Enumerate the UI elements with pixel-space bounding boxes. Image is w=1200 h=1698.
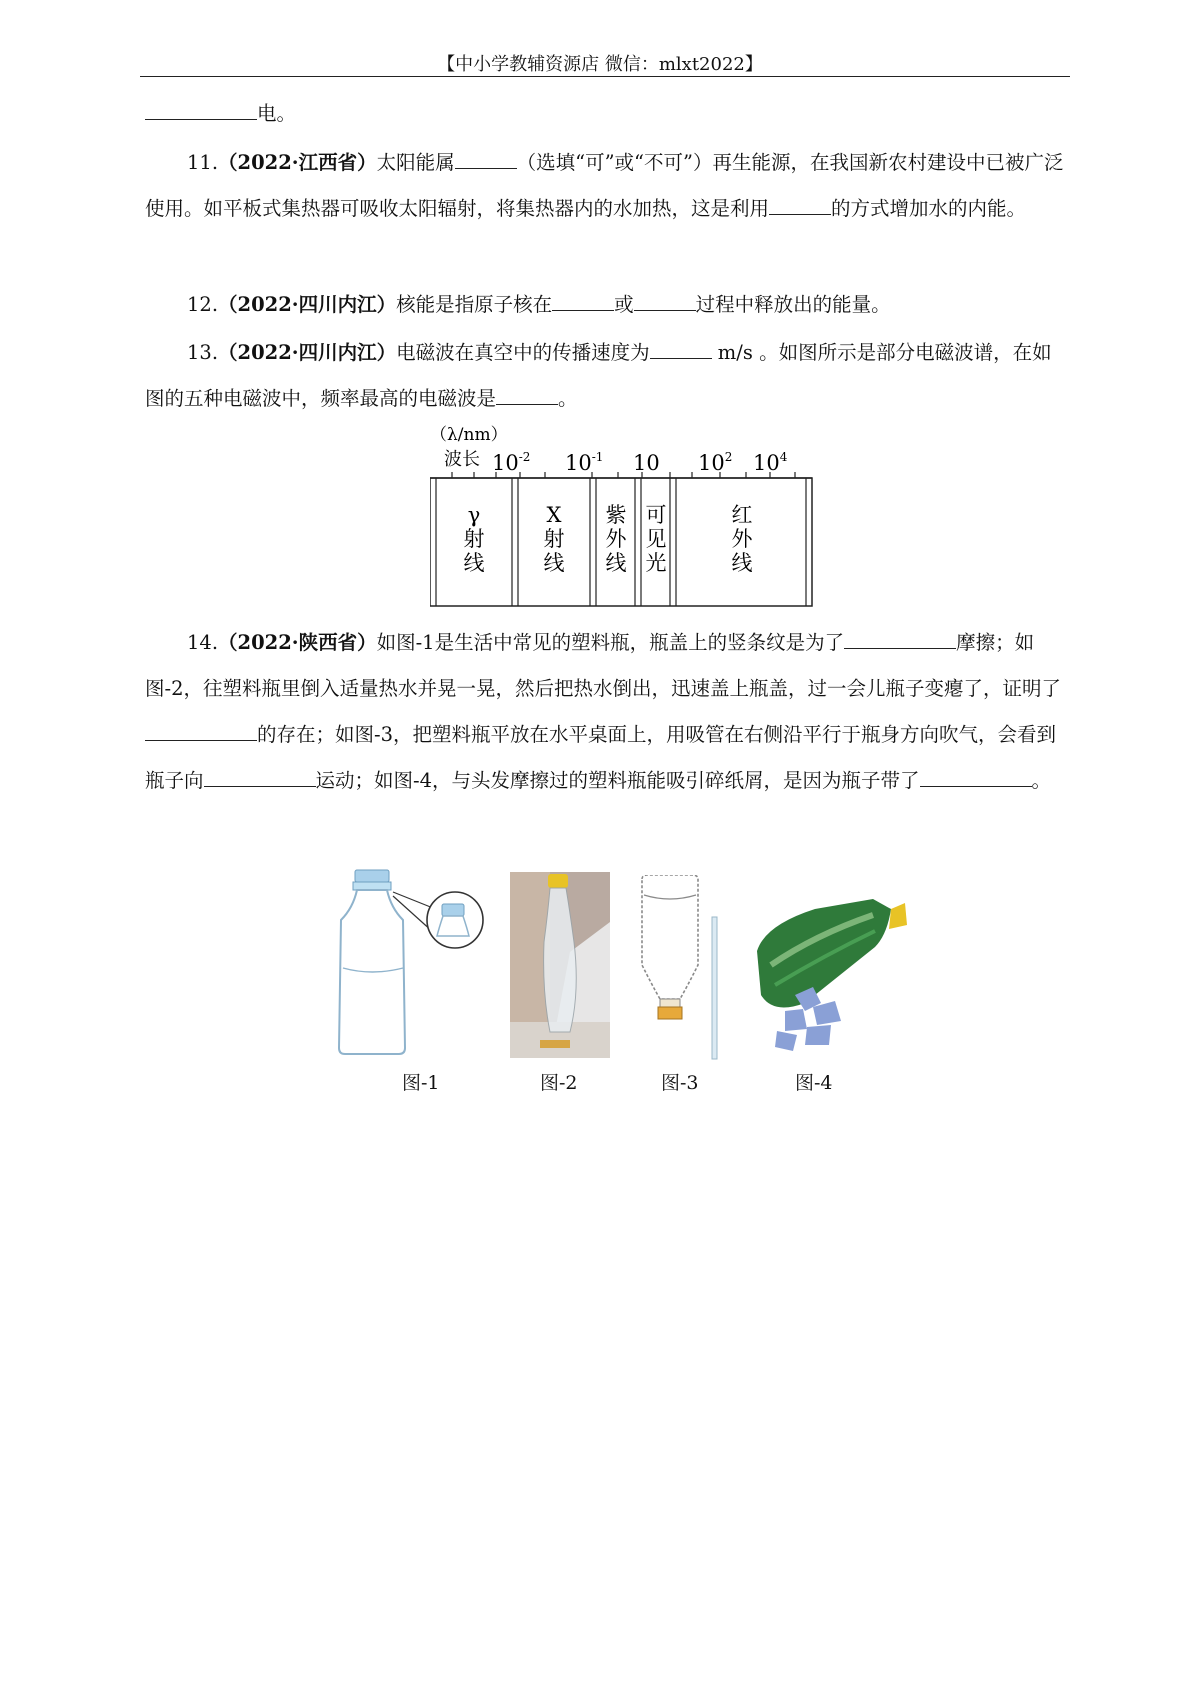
wavelength-axis-label: 波长: [444, 449, 480, 470]
figure-4-green-bottle: [755, 895, 915, 1055]
answer-blank[interactable]: [844, 628, 956, 649]
em-spectrum-figure: [430, 420, 820, 610]
answer-blank[interactable]: [145, 720, 257, 741]
q13-text-1: 电磁波在真空中的传播速度为: [396, 341, 650, 364]
speed-unit: m/s: [717, 341, 753, 364]
answer-blank[interactable]: [455, 148, 517, 169]
q11-text-3: 的方式增加水的内能。: [831, 197, 1027, 220]
question-source: （2022·江西省）: [218, 151, 377, 174]
svg-text:射: 射: [463, 527, 485, 551]
answer-blank[interactable]: [650, 338, 712, 359]
question-14: [145, 620, 1065, 804]
answer-blank[interactable]: [552, 290, 614, 311]
tick-label: $10^{-2}$: [492, 450, 531, 475]
answer-blank[interactable]: [145, 99, 257, 120]
q11-text-1: 太阳能属: [376, 151, 455, 174]
tick-label: $10^{-1}$: [565, 450, 604, 475]
band-x-rays: [544, 503, 565, 575]
svg-text:线: 线: [731, 551, 753, 575]
figure-2-caption: 图-2: [540, 1072, 578, 1094]
question-source: （2022·陕西省）: [218, 631, 377, 654]
figure-1-caption: 图-1: [402, 1072, 440, 1094]
answer-blank[interactable]: [769, 194, 831, 215]
answer-blank[interactable]: [634, 290, 696, 311]
q12-text-3: 过程中释放出的能量。: [695, 293, 891, 316]
band-gamma-rays: [464, 503, 485, 575]
q14-text-1: 如图-1是生活中常见的塑料瓶，瓶盖上的竖条纹是为了: [376, 631, 845, 654]
band-visible-light: [646, 503, 667, 575]
svg-text:X: X: [546, 503, 562, 527]
header-divider: [140, 76, 1070, 77]
svg-text:射: 射: [543, 527, 565, 551]
question-number: 12.: [187, 293, 219, 316]
carry-over-line: [145, 91, 1065, 137]
figure-4-caption: 图-4: [795, 1072, 833, 1094]
answer-blank[interactable]: [920, 766, 1032, 787]
question-13: [145, 330, 1065, 422]
q12-text-1: 核能是指原子核在: [396, 293, 553, 316]
q13-text-2: 。如图所示是部分电磁波谱，在如图的五种电磁波中，频率最高的电磁波是: [145, 341, 1052, 410]
page-header: 【中小学教辅资源店 微信：mlxt2022】: [437, 54, 763, 75]
tick-labels: [492, 450, 788, 475]
svg-text:外: 外: [605, 527, 627, 551]
svg-text:线: 线: [543, 551, 565, 575]
q14-text-4: 运动；如图-4，与头发摩擦过的塑料瓶能吸引碎纸屑，是因为瓶子带了: [315, 769, 920, 792]
svg-text:γ: γ: [467, 503, 481, 527]
band-infrared: [732, 503, 754, 575]
figure-1-bottle: [335, 868, 485, 1058]
question-11: [145, 140, 1065, 232]
tick-label: $10^4$: [753, 450, 788, 475]
q14-text-2: 摩擦；如图-2，往塑料瓶里倒入适量热水并晃一晃，然后把热水倒出，迅速盖上瓶盖，过一会儿瓶子变瘪了，证明了: [145, 631, 1061, 700]
carry-line-suffix: 电。: [257, 102, 297, 125]
question-number: 14.: [187, 631, 219, 654]
q14-text-3: 的存在；如图-3，把塑料瓶平放在水平桌面上，用吸管在右侧沿平行于瓶身方向吹气，会看到瓶子向: [145, 723, 1056, 792]
tick-label: $10^2$: [698, 450, 733, 475]
question-number: 11.: [187, 151, 219, 174]
svg-text:光: 光: [645, 551, 667, 575]
band-ultraviolet: [606, 503, 628, 575]
answer-blank[interactable]: [204, 766, 316, 787]
figure-3-bottle-straw: [638, 875, 718, 1060]
figure-2-photo: [510, 872, 610, 1058]
wavelength-unit-label: （λ/nm）: [430, 425, 508, 445]
answer-blank[interactable]: [496, 384, 558, 405]
q12-text-2: 或: [614, 293, 634, 316]
question-12: [145, 282, 1065, 328]
svg-text:见: 见: [645, 527, 667, 551]
q13-text-3: 。: [558, 387, 578, 410]
svg-text:紫: 紫: [605, 503, 627, 527]
question-source: （2022·四川内江）: [218, 341, 397, 364]
q11-text-2: （选填“可”或“不可”）再生能源，在我国新农村建设中已被广泛使用。如平板式集热器可吸收太阳辐射，将集热器内的水加热，这是利用: [145, 151, 1064, 220]
figure-3-caption: 图-3: [661, 1072, 699, 1094]
tick-label: 10: [633, 451, 660, 475]
question-number: 13.: [187, 341, 219, 364]
svg-text:可: 可: [645, 503, 667, 527]
svg-text:线: 线: [605, 551, 627, 575]
svg-text:线: 线: [463, 551, 485, 575]
svg-text:红: 红: [731, 503, 753, 527]
q14-text-5: 。: [1031, 769, 1052, 792]
question-source: （2022·四川内江）: [218, 293, 397, 316]
svg-text:外: 外: [731, 527, 753, 551]
